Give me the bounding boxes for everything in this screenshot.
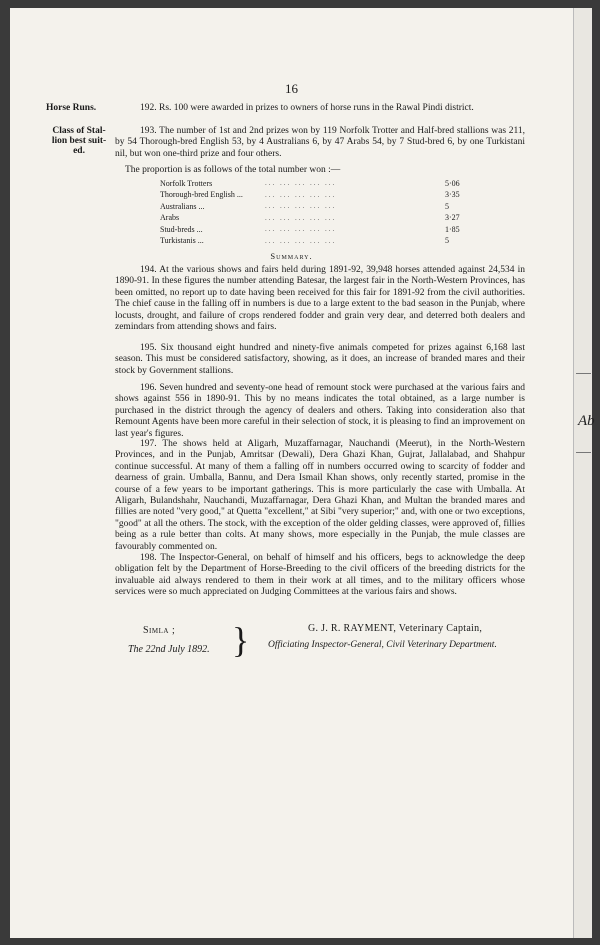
table-row (160, 190, 475, 202)
closing-brace: } (232, 620, 250, 660)
table-row (160, 201, 475, 213)
paragraph-195: 195. Six thousand eight hundred and ninety-five animals competed for prizes against 6,168 last season. This must be considered satisfactory, showing, as it does, an increase of branded mares and their stock by Government stallions. (115, 343, 525, 376)
signatory: G. J. R. RAYMENT, Veterinary Captain, (308, 623, 483, 634)
sidenote-horse-runs: Horse Runs. (46, 103, 97, 113)
table-row (160, 178, 475, 190)
signing-date: The 22nd July 1892. (128, 644, 210, 655)
row-value: 5 (445, 236, 449, 246)
paragraph-193: 193. The number of 1st and 2nd prizes won by 119 Norfolk Trotter and Half-bred stallions was 211, by 54 Thorough-bred English 53, by 4 Australians 6, by 47 Arabs 54, by 7 Stud-bred 6, by one Turkistani nil, but won one-third prize and four others. (115, 126, 525, 159)
paragraph-194: 194. At the various shows and fairs held during 1891-92, 39,948 horses attended against 24,534 in 1890-91. In these figures the number attending Batesar, the largest fair in the North-Western Provinces, has been omitted, no report up to date having been received for this fair for 1891-92 from the civil authorities. The chief cause in the falling off in numbers is due to a large extent to the bad season in the Punjab, where locusts, drought, and failure of crops rendered fodder and grain very dear, and deterred both dealers and zemindars from attending shows and fairs. (115, 265, 525, 333)
proportion-table (160, 178, 475, 248)
row-label: Stud-breds ... (160, 224, 203, 234)
row-value: 5 (445, 201, 449, 211)
summary-heading: Summary. (270, 251, 313, 261)
leader-dots: ... ... ... ... ... (265, 236, 337, 245)
row-label: Australians ... (160, 201, 205, 211)
edge-text-fragment: Ab (578, 413, 595, 429)
row-value: 5·06 (445, 178, 460, 188)
row-value: 3·35 (445, 190, 460, 200)
row-label: Turkistanis ... (160, 236, 204, 246)
paragraph-196: 196. Seven hundred and seventy-one head of remount stock were purchased at the various fairs and shows against 556 in 1890-91. This by no means indicates the total obtained, as a large number is purchased in the district through the agency of dealers and others. Taking into consideration also that Remount Agents have been more careful in their selection of stock, it is pleasing to find an improvement on last year's figures. (115, 383, 525, 439)
leader-dots: ... ... ... ... ... (265, 179, 337, 187)
row-value: 3·27 (445, 213, 460, 223)
row-value: 1·85 (445, 224, 460, 234)
adjacent-page-edge (573, 8, 592, 938)
signing-place: Simla ; (143, 625, 176, 636)
sidenote-class-of-stallion: Class of Stal- lion best suit- ed. (51, 126, 107, 156)
table-row (160, 236, 475, 248)
leader-dots: ... ... ... ... ... (265, 202, 337, 211)
leader-dots: ... ... ... ... ... (265, 225, 337, 234)
leader-dots: ... ... ... ... ... (265, 190, 337, 199)
paragraph-198: 198. The Inspector-General, on behalf of himself and his officers, begs to acknowledge the deep obligation felt by the Department of Horse-Breeding to the civil officers of the breeding districts for the invaluable aid always rendered to them in their work at all times, and to the military officers whose services were so much appreciated on Judging Committees at the various fairs and shows. (115, 553, 525, 598)
edge-rule-bottom (576, 452, 591, 453)
table-row (160, 213, 475, 225)
row-label: Norfolk Trotters (160, 178, 213, 188)
paragraph-192: 192. Rs. 100 were awarded in prizes to owners of horse runs in the Rawal Pindi district. (140, 103, 474, 113)
table-row (160, 224, 475, 236)
document-page (10, 8, 573, 938)
leader-dots: ... ... ... ... ... (265, 213, 337, 222)
proportion-intro: The proportion is as follows of the total number won :— (125, 165, 341, 175)
row-label: Arabs (160, 213, 180, 223)
edge-rule-top (576, 373, 591, 374)
row-label: Thorough-bred English ... (160, 190, 243, 200)
paragraph-197: 197. The shows held at Aligarh, Muzaffarnagar, Nauchandi (Meerut), in the North-Western Provinces, and in the Punjab, Amritsar (Dewali), Dera Ghazi Khan, Gujrat, Jallalabad, and Shahpur continue successful. At many of them a falling off in numbers occurred owing to scarcity of fodder and dearness of grain. Umballa, Bannu, and Dera Ismail Khan shows, only recently started, promise in the course of a few years to be important gatherings. This is more particularly the case with Umballa. At Aligarh, Bulandshahr, Nauchandi, Muzaffarnagar, Dera Ghazi Khan, and Multan the branded mares and fillies are noted "very good," at Quetta "excellent," at Sibi "very superior;" and, with one or two exceptions, "good" at all the others. The stock, with the exception of the older gelding classes, were approved of, fillies being as a rule better than colts. At many shows, more especially in the Punjab, the mule classes are favourably commented on. (115, 439, 525, 552)
signatory-designation: Officiating Inspector-General, Civil Veterinary Department. (268, 640, 497, 650)
page-number: 16 (285, 81, 298, 96)
